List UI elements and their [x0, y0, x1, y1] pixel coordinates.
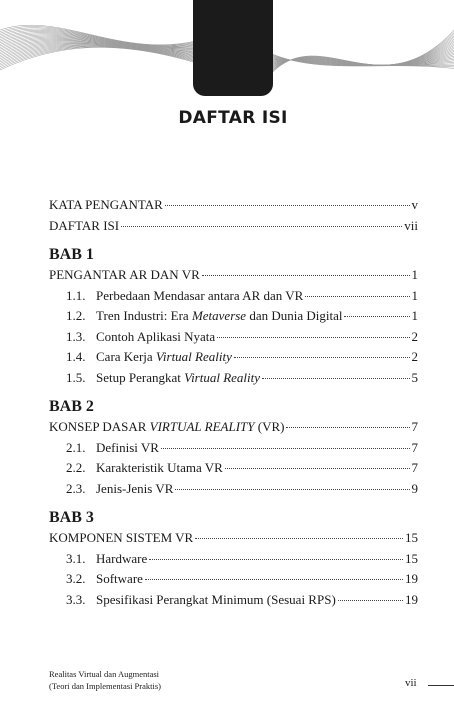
- toc-text-plain: Definisi VR: [96, 439, 159, 455]
- toc-entry-page: v: [411, 197, 418, 212]
- toc-text-plain: Tren Industri: Era: [96, 308, 192, 323]
- toc-subentry[interactable]: [49, 347, 418, 368]
- toc-entry-number: 1.4.: [66, 349, 86, 364]
- dot-leader: [217, 337, 409, 338]
- footer-rule: [428, 685, 454, 686]
- toc-entry-text: [96, 458, 223, 479]
- toc-entry-text: KATA PENGANTAR: [49, 197, 163, 212]
- dot-leader: [202, 275, 410, 276]
- toc-entry-page: 2: [411, 328, 418, 344]
- toc-chapter-title[interactable]: [49, 528, 418, 549]
- dot-leader: [175, 489, 409, 490]
- wave-line: [270, 30, 454, 75]
- toc-entry-page: 9: [411, 480, 418, 496]
- dot-leader: [195, 538, 403, 539]
- toc-entry-page: 1: [411, 287, 418, 303]
- toc-entry-text: [96, 549, 147, 570]
- dot-leader: [145, 579, 403, 580]
- dot-leader: [165, 205, 410, 206]
- toc-text-plain: Software: [96, 571, 143, 586]
- toc-text-plain: Spesifikasi Perangkat Minimum (Sesuai RPS): [96, 591, 336, 607]
- toc-entry-text: [49, 265, 200, 286]
- toc-entry-page: 15: [405, 530, 418, 545]
- toc-entry-front-0[interactable]: [49, 195, 418, 216]
- toc-entry-page: vii: [404, 217, 418, 233]
- toc-entry-page: 19: [405, 591, 418, 607]
- chapter-label: BAB 1: [49, 246, 94, 263]
- chapter-label: BAB 3: [49, 509, 94, 526]
- toc-subentry[interactable]: [49, 306, 418, 327]
- toc-text-italic: VIRTUAL REALITY: [149, 419, 255, 434]
- toc-text-plain: Karakteristik Utama VR: [96, 460, 223, 475]
- toc-entry-page: 5: [411, 369, 418, 385]
- toc-entry-number: 3.1.: [66, 550, 86, 566]
- dot-leader: [121, 226, 402, 227]
- toc-text-italic: Virtual Reality: [155, 349, 232, 364]
- toc-entry-text: [49, 417, 284, 438]
- table-of-contents: [49, 195, 418, 610]
- dot-leader: [234, 357, 410, 358]
- dot-leader: [286, 427, 409, 428]
- toc-entry-page: 7: [411, 439, 418, 455]
- dot-leader: [262, 378, 409, 379]
- toc-entry-page: 19: [405, 571, 418, 586]
- dot-leader: [305, 296, 409, 297]
- toc-text-plain: dan Dunia Digital: [246, 308, 343, 323]
- footer-line-2: (Teori dan Implementasi Praktis): [49, 681, 161, 691]
- toc-text-plain: Jenis-Jenis VR: [96, 480, 174, 496]
- toc-entry-page: 7: [411, 419, 418, 434]
- toc-subentry[interactable]: [49, 327, 418, 348]
- toc-entry-text: DAFTAR ISI: [49, 217, 120, 233]
- footer-line-1: Realitas Virtual dan Augmentasi: [49, 669, 160, 679]
- toc-entry-text: [96, 438, 159, 459]
- toc-subentry[interactable]: [49, 479, 418, 500]
- toc-entry-text: [96, 569, 143, 590]
- toc-entry-number: 2.3.: [66, 480, 86, 496]
- dot-leader: [344, 316, 409, 317]
- toc-entry-text: [96, 327, 215, 348]
- toc-text-plain: Setup Perangkat: [96, 369, 185, 385]
- footer-page-number: vii: [405, 677, 417, 689]
- toc-entry-number: 1.2.: [66, 308, 86, 323]
- toc-entry-page: 2: [411, 349, 418, 364]
- toc-entry-number: 1.5.: [66, 369, 86, 385]
- toc-text-plain: KONSEP DASAR: [49, 419, 150, 434]
- dot-leader: [149, 559, 403, 560]
- toc-chapter-title[interactable]: [49, 417, 418, 438]
- page-title: DAFTAR ISI: [178, 108, 288, 128]
- toc-text-italic: Metaverse: [191, 308, 247, 323]
- toc-entry-front-1[interactable]: [49, 216, 418, 237]
- toc-text-plain: PENGANTAR AR DAN VR: [49, 267, 200, 282]
- toc-entry-number: 2.1.: [66, 439, 86, 455]
- dot-leader: [161, 448, 410, 449]
- chapter-list: [49, 245, 418, 610]
- toc-subentry[interactable]: [49, 286, 418, 307]
- toc-subentry[interactable]: [49, 368, 418, 389]
- toc-chapter-title[interactable]: [49, 265, 418, 286]
- toc-subentry[interactable]: [49, 458, 418, 479]
- toc-entry-page: 1: [411, 267, 418, 282]
- toc-entry-page: 1: [411, 308, 418, 323]
- toc-text-plain: Contoh Aplikasi Nyata: [96, 328, 216, 344]
- toc-entry-text: [96, 479, 173, 500]
- dot-leader: [225, 468, 410, 469]
- toc-text-plain: (VR): [254, 419, 285, 434]
- toc-entry-number: 1.1.: [66, 287, 86, 303]
- header-tab: [193, 0, 273, 96]
- toc-entry-page: 15: [405, 550, 418, 566]
- footer-book-title: [49, 668, 161, 692]
- toc-entry-text: [96, 590, 336, 611]
- toc-subentry[interactable]: [49, 590, 418, 611]
- toc-text-italic: Virtual Reality: [184, 369, 261, 385]
- toc-text-plain: Cara Kerja: [96, 349, 156, 364]
- toc-text-plain: KOMPONEN SISTEM VR: [49, 530, 194, 545]
- toc-entry-text: [96, 368, 260, 389]
- chapter-label: BAB 2: [49, 398, 94, 415]
- toc-entry-number: 2.2.: [66, 460, 86, 475]
- toc-subentry[interactable]: [49, 438, 418, 459]
- toc-entry-text: [49, 528, 193, 549]
- toc-entry-number: 1.3.: [66, 328, 86, 344]
- dot-leader: [338, 600, 403, 601]
- toc-entry-page: 7: [411, 460, 418, 475]
- toc-entry-text: [96, 306, 342, 327]
- toc-entry-text: [96, 286, 303, 307]
- toc-subentry[interactable]: [49, 549, 418, 570]
- toc-subentry[interactable]: [49, 569, 418, 590]
- toc-text-plain: Hardware: [96, 550, 148, 566]
- toc-text-plain: Perbedaan Mendasar antara AR dan VR: [96, 287, 304, 303]
- toc-entry-text: [96, 347, 232, 368]
- toc-entry-number: 3.3.: [66, 591, 86, 607]
- toc-entry-number: 3.2.: [66, 571, 86, 586]
